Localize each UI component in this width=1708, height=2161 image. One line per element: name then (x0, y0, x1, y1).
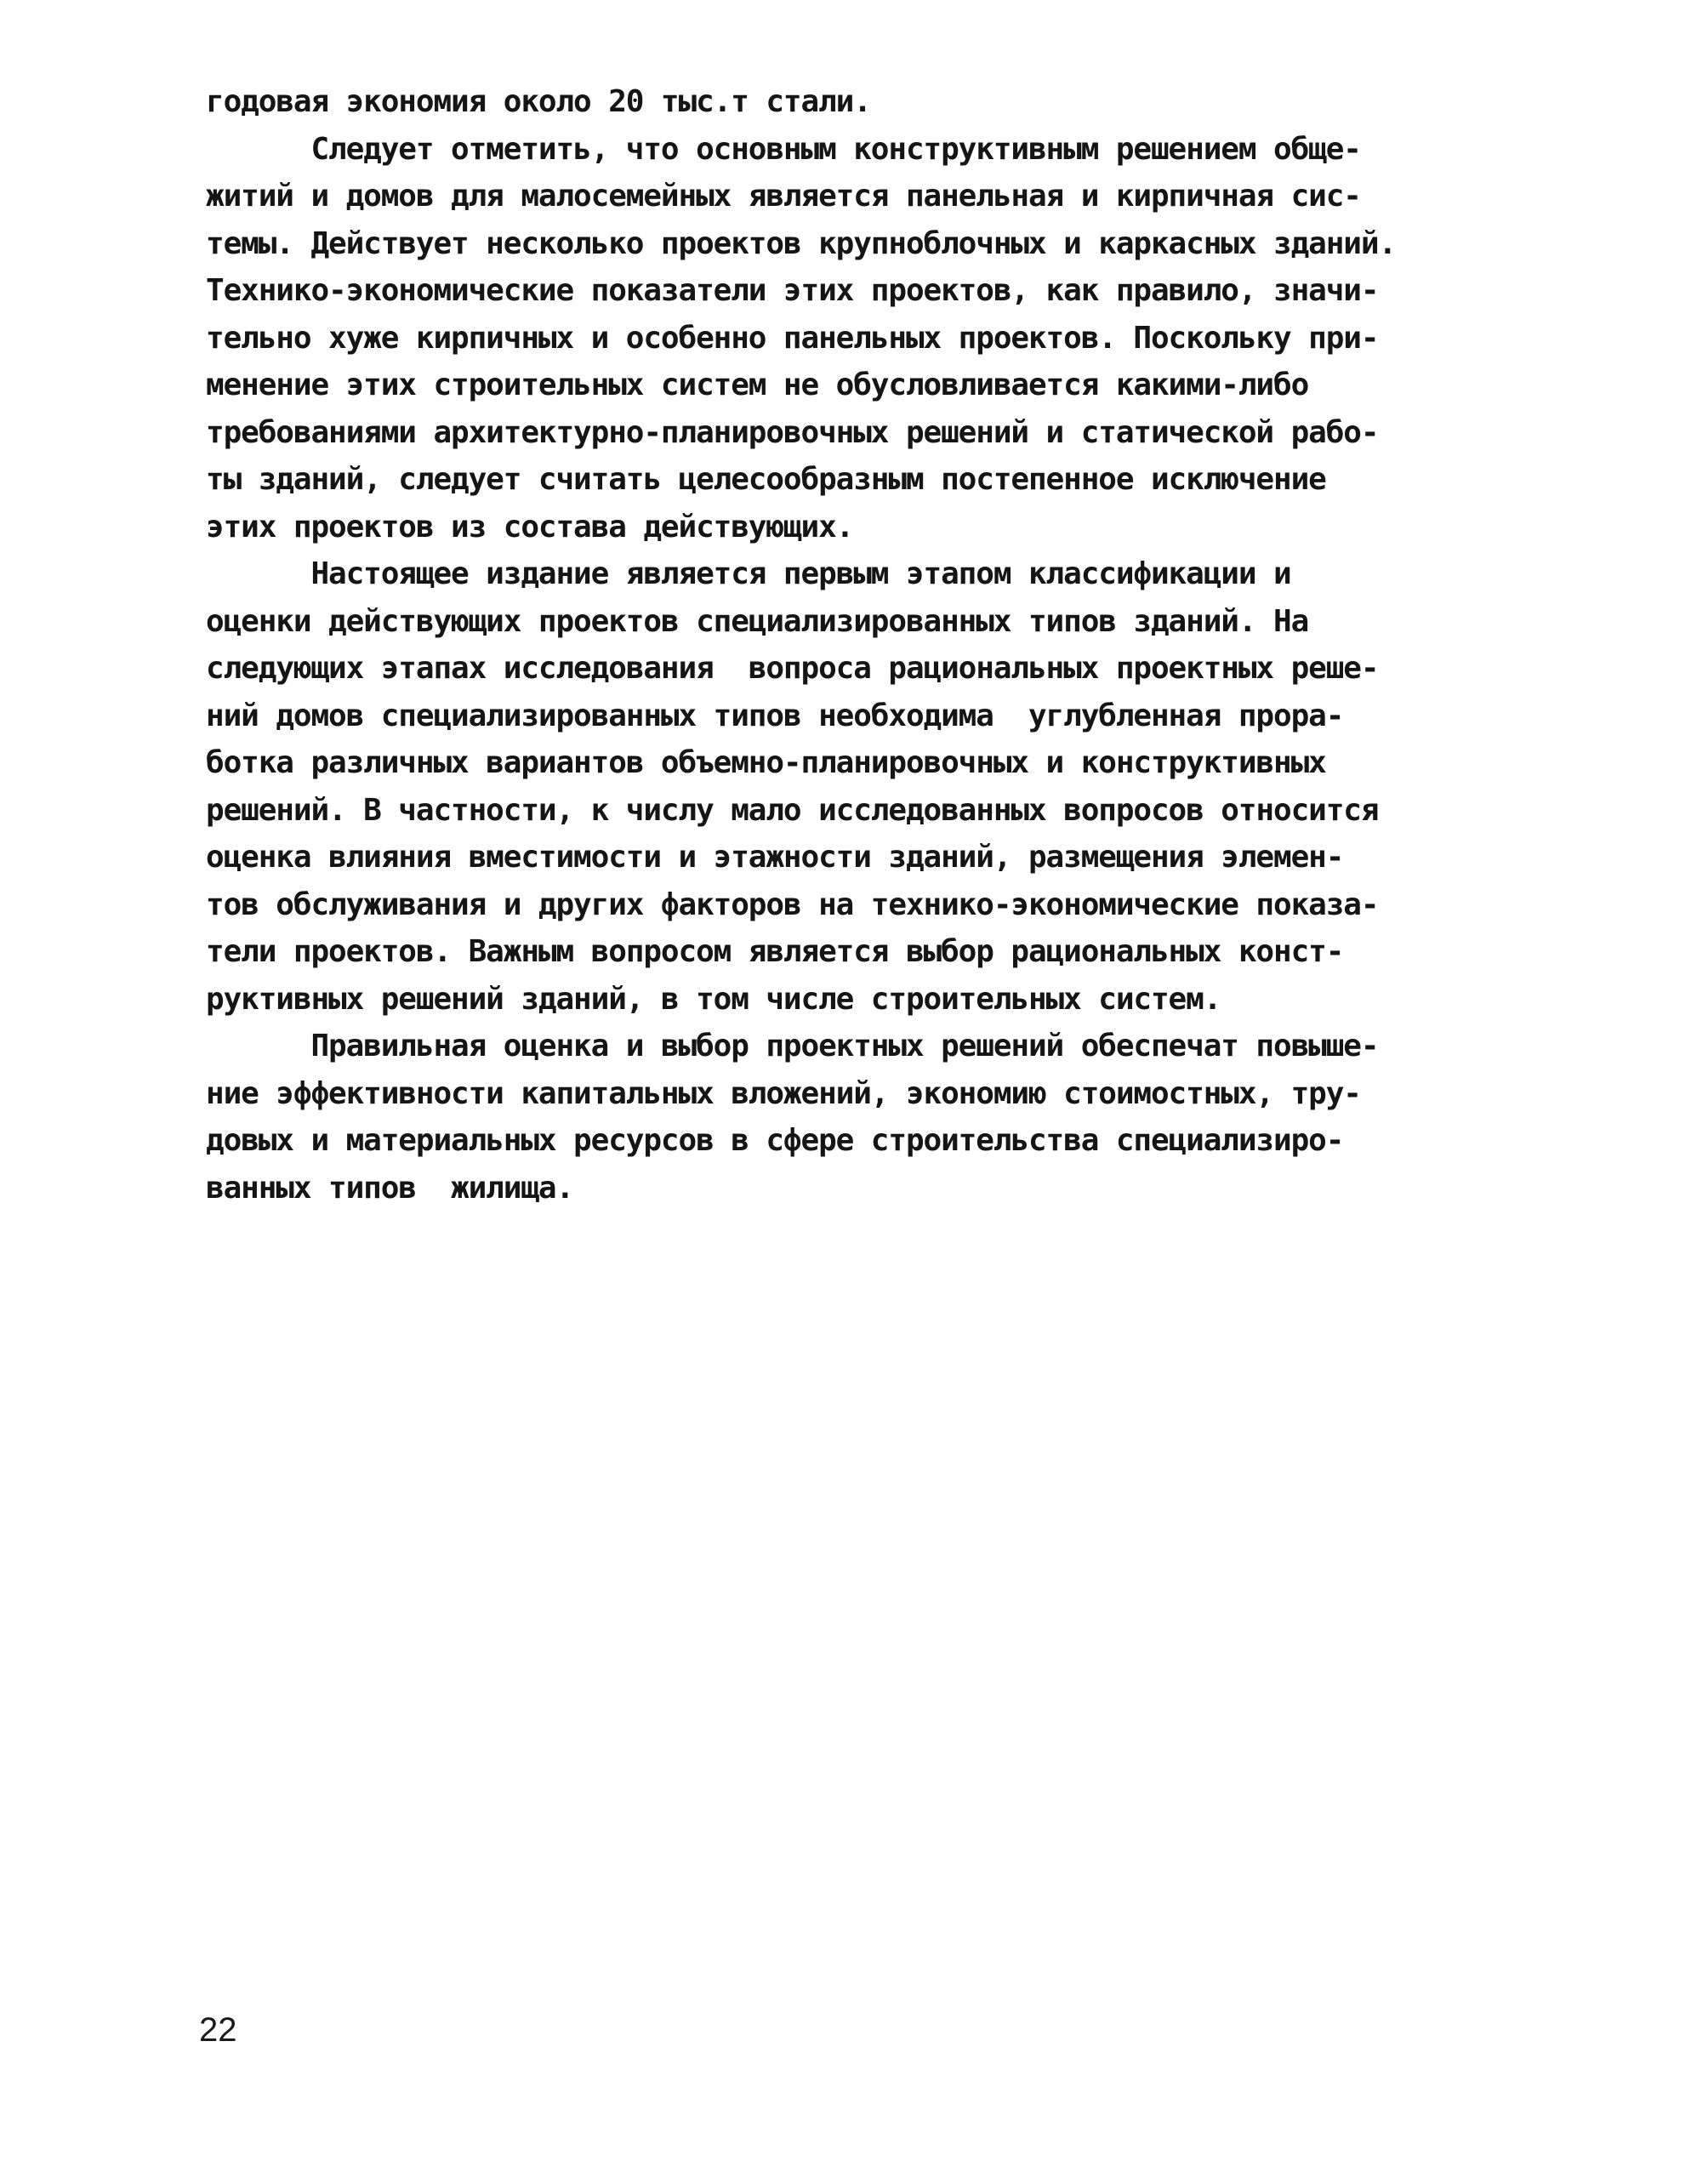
text-line: тов обслуживания и других факторов на технико-экономические показа- (206, 887, 1379, 922)
text-line: темы. Действует несколько проектов крупноблочных и каркасных зданий. (206, 225, 1397, 261)
text-line: оценка влияния вместимости и этажности зданий, размещения элемен- (206, 840, 1344, 875)
text-line: требованиями архитектурно-планировочных решений и статической рабо- (206, 414, 1379, 450)
text-line: ний домов специализированных типов необходима углубленная прора- (206, 698, 1344, 733)
text-line: тельно хуже кирпичных и особенно панельных проектов. Поскольку при- (206, 320, 1379, 356)
text-line: житий и домов для малосемейных является панельная и кирпичная сис- (206, 179, 1361, 214)
text-line: Технико-экономические показатели этих проектов, как правило, значи- (206, 273, 1379, 308)
text-line: тели проектов. Важным вопросом является выбор рациональных конст- (206, 934, 1344, 969)
text-line: руктивных решений зданий, в том числе строительных систем. (206, 981, 1221, 1017)
text-line: Следует отметить, что основным конструктивным решением обще- (206, 131, 1361, 167)
text-line: Настоящее издание является первым этапом классификации и (206, 556, 1291, 591)
text-line: решений. В частности, к числу мало исследованных вопросов относится (206, 792, 1379, 828)
text-line: следующих этапах исследования вопроса рациональных проектных реше- (206, 651, 1379, 686)
text-line: ты зданий, следует считать целесообразным постепенное исключение (206, 462, 1326, 497)
text-line: Правильная оценка и выбор проектных решений обеспечат повыше- (206, 1029, 1379, 1063)
text-line: довых и материальных ресурсов в сфере строительства специализиро- (206, 1123, 1344, 1158)
text-line: этих проектов из состава действующих. (206, 509, 854, 545)
text-line: оценки действующих проектов специализированных типов зданий. На (206, 603, 1309, 639)
text-line: ботка различных вариантов объемно-планировочных и конструктивных (206, 745, 1326, 780)
text-line: годовая экономия около 20 тыс.т стали. (206, 84, 871, 119)
text-line: ние эффективности капитальных вложений, экономию стоимостных, тру- (206, 1075, 1361, 1111)
text-line: менение этих строительных систем не обусловливается какими-либо (206, 368, 1309, 402)
body-text (206, 78, 1499, 1212)
text-line: ванных типов жилища. (206, 1170, 574, 1206)
page-number: 22 (199, 2011, 237, 2049)
